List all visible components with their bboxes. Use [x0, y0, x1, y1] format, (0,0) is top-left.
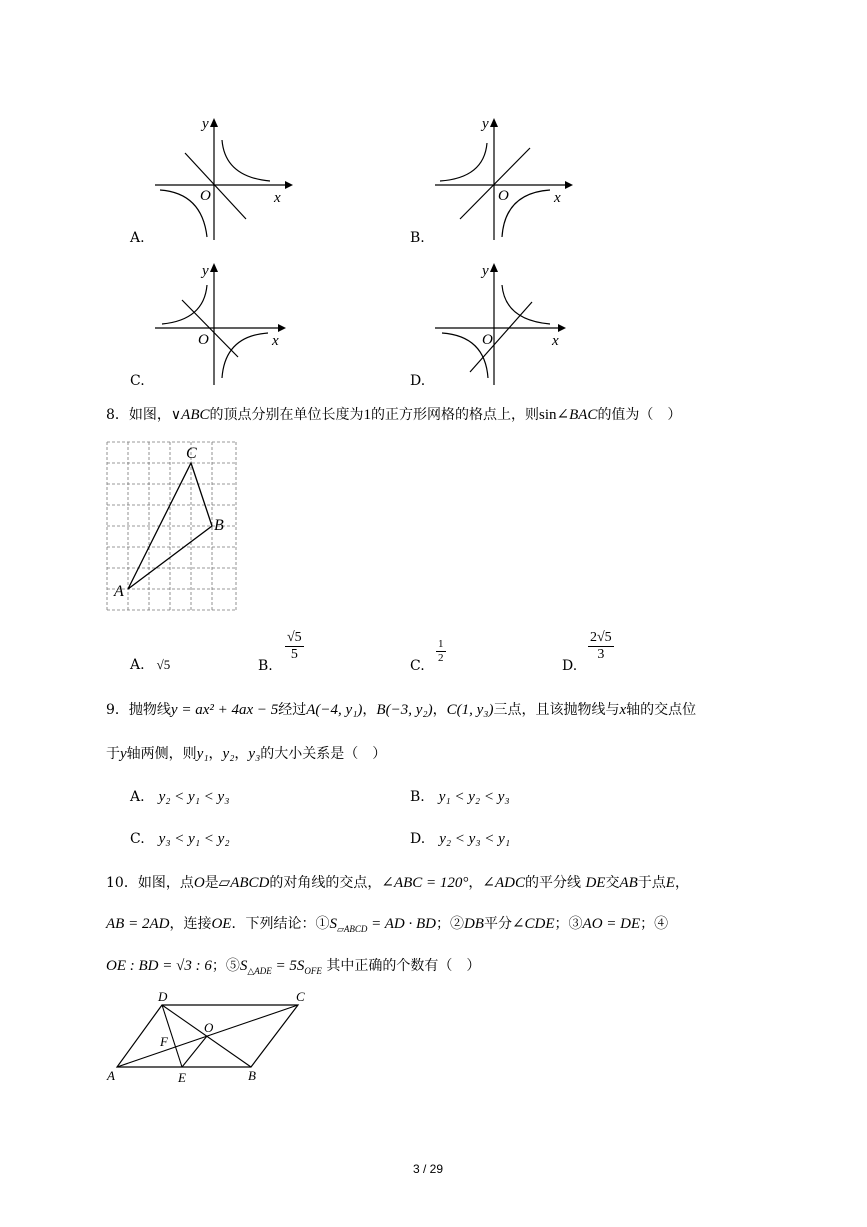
- page-number: 3 / 29: [413, 1162, 444, 1176]
- y-axis-label: y: [482, 116, 489, 132]
- origin-label: O: [200, 188, 211, 204]
- q10-stem-line1: 10．如图，点O是▱ABCD的对角线的交点，∠ABC = 120°，∠ADC的平分线 DE交AB于点E，: [106, 875, 689, 891]
- q9-option-d: D. y₂ < y₃ < y₁: [410, 831, 511, 847]
- y-axis-label: y: [202, 116, 209, 132]
- q9-option-b: B. y₁ < y₂ < y₃: [410, 789, 510, 805]
- q7-option-b: B.: [410, 230, 425, 246]
- q7-graph-c: [150, 260, 295, 390]
- q7-graph-b: [430, 115, 575, 245]
- point-a-label: A: [107, 1068, 115, 1083]
- q8-option-c-label: C.: [410, 658, 425, 674]
- q8-option-b-label: B.: [258, 658, 273, 674]
- q7-option-a: A.: [130, 230, 145, 246]
- q8-option-c-fraction: $\frac{1}{2}$: [438, 638, 444, 664]
- q8-stem: 8．如图，∨ABC的顶点分别在单位长度为1的正方形网格的格点上，则sin∠BAC的值为（ ）: [106, 407, 682, 423]
- y-axis-label: y: [202, 263, 209, 279]
- point-f-label: F: [160, 1034, 168, 1049]
- q8-option-a: A. √5: [130, 657, 171, 673]
- q8-option-d-label: D.: [562, 658, 578, 674]
- q8-option-b-fraction: $\frac{√5}{5}$: [287, 630, 302, 662]
- q8-grid-figure: [100, 438, 245, 618]
- x-axis-label: x: [274, 190, 281, 206]
- point-d-label: D: [158, 989, 168, 1004]
- q9-option-a: A. y₂ < y₁ < y₃: [130, 789, 230, 805]
- point-b-label: B: [214, 517, 224, 534]
- x-axis-label: x: [554, 190, 561, 206]
- point-o-label: O: [204, 1020, 214, 1035]
- origin-label: O: [498, 188, 509, 204]
- point-c-label: C: [296, 989, 305, 1004]
- triangle-symbol: ∨: [170, 407, 182, 423]
- q10-stem-line2: AB = 2AD，连接OE．下列结论：$①S_{▱ABCD}$ = AD · BD；②DB平分∠CDE；③AO = DE；④: [106, 916, 669, 934]
- q7-option-d: D.: [410, 373, 426, 389]
- q7-graph-a: [150, 115, 295, 245]
- q9-stem-line1: 9．抛物线y = ax² + 4ax − 5经过A(−4, y₁)，B(−3, y₂)，C(1, y₃)三点，且该抛物线与x轴的交点位: [106, 702, 697, 718]
- y-axis-label: y: [482, 263, 489, 279]
- point-c-label: C: [186, 445, 197, 462]
- point-b-label: B: [248, 1068, 256, 1083]
- origin-label: O: [198, 332, 209, 348]
- q9-option-c: C. y₃ < y₁ < y₂: [130, 831, 230, 847]
- q10-parallelogram-figure: [100, 985, 320, 1090]
- q7-graph-d: [430, 260, 575, 390]
- q8-option-d-fraction: $\frac{2√5}{3}$: [590, 630, 612, 662]
- x-axis-label: x: [272, 333, 279, 349]
- point-e-label: E: [178, 1070, 186, 1085]
- origin-label: O: [482, 332, 493, 348]
- point-a-label: A: [114, 583, 124, 600]
- x-axis-label: x: [552, 333, 559, 349]
- q9-stem-line2: 于y轴两侧，则y₁，y₂，y₃的大小关系是（ ）: [106, 746, 387, 762]
- q7-option-c: C.: [130, 373, 145, 389]
- q10-stem-line3: OE : BD = √3 : 6；$⑤S_{\triangle ADE} = 5S_{OFE}$ 其中正确的个数有（ ）: [106, 958, 481, 976]
